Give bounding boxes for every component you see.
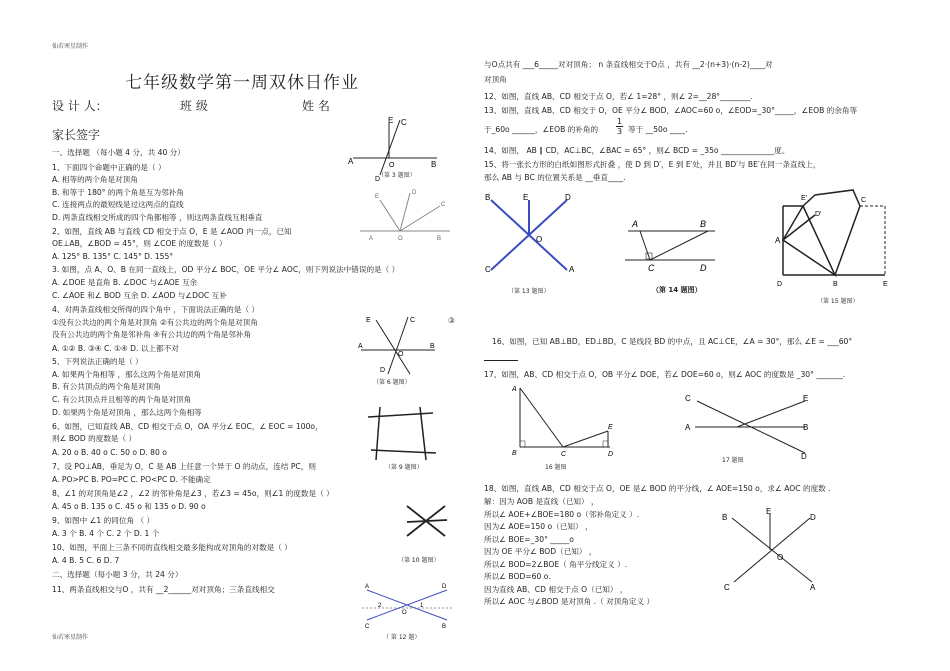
figure-q13	[485, 192, 577, 280]
svg-text:B: B	[722, 513, 728, 522]
q2-text: 2、如图，直线 AB 与直线 CD 相交于点 O，E 是 ∠AOD 内一点，已知	[52, 227, 292, 236]
class-label: 班 级	[180, 99, 208, 113]
svg-text:E: E	[766, 507, 772, 516]
figure-q18	[722, 507, 822, 595]
svg-text:A: A	[632, 219, 639, 229]
figure-q16	[508, 383, 618, 458]
q5-text: 5、下列说法正确的是（ ）	[52, 357, 143, 366]
svg-text:B: B	[485, 193, 491, 202]
svg-text:E: E	[375, 194, 380, 200]
q18-step-3: 因为∠ AOE=150 o（已知） ，	[484, 522, 593, 531]
svg-text:C: C	[648, 263, 655, 273]
svg-text:A: A	[365, 584, 370, 590]
fig6-caption: （第 6 题图）	[373, 379, 411, 386]
fig9-caption: （第 9 题图）	[385, 464, 423, 471]
q1-option-d: D. 两条直线相交所成的四个角都相等 ，则这两条直线互相垂直	[52, 213, 263, 222]
q3-text: 3. 如图，点 A、O、B 在同一直线上，OD 平分∠ BOC，OE 平分∠ AOC，则下列说法中错误的是（ ）	[52, 265, 400, 274]
svg-text:O: O	[536, 235, 543, 244]
svg-text:2: 2	[378, 603, 382, 609]
fig16-caption: 16 题图	[545, 464, 567, 471]
svg-text:D: D	[608, 451, 614, 458]
q2-options: A. 125° B. 135° C. 145° D. 155°	[52, 252, 174, 261]
fig17-caption: 17 题图	[722, 457, 744, 464]
fraction-numerator: 1	[617, 117, 623, 126]
q5-option-a: A. 如果两个角相等 ，那么这两个角是对顶角	[52, 370, 201, 379]
svg-text:A: A	[369, 236, 374, 242]
figure-q12	[362, 582, 452, 630]
svg-text:C: C	[685, 394, 691, 403]
svg-text:B: B	[437, 236, 442, 242]
figure-q10	[405, 498, 450, 543]
figure-q14	[620, 215, 720, 275]
section-2-heading: 二、选择题（每小题 3 分，共 24 分）	[52, 570, 183, 579]
svg-text:D′: D′	[815, 211, 822, 218]
fraction-denominator: 3	[617, 127, 623, 136]
svg-text:B: B	[833, 281, 838, 288]
q18-step-4: 所以∠ BOE=_30° _____o	[484, 535, 574, 544]
parent-sign-label: 家长签字	[52, 128, 101, 142]
svg-text:A: A	[358, 343, 363, 350]
svg-text:A: A	[810, 583, 816, 592]
q11-cont: 与O点共有 ___6_____对对顶角； n 条直线相交于O点 ，共有 __2·(n+3)·(n-2)____对	[484, 60, 773, 69]
svg-text:C: C	[861, 197, 867, 204]
q4-options: A. ①② B. ③④ C. ①④ D. 以上都不对	[52, 344, 179, 353]
svg-text:A: A	[348, 157, 354, 166]
q18-step-2: 所以∠ AOE+∠BOE=180 o（邻补角定义 ）.	[484, 510, 640, 519]
svg-text:A: A	[685, 423, 691, 432]
svg-text:1: 1	[420, 603, 424, 609]
svg-text:E: E	[608, 424, 613, 431]
svg-text:C: C	[441, 202, 446, 208]
q18-step-5: 因为 OE 平分∠ BOD（已知） ，	[484, 547, 597, 556]
q3-options-cd: C. ∠AOE 和∠ BOD 互余 D. ∠AOD 与∠DOC 互补	[52, 291, 227, 300]
fig15-caption: （第 15 题图）	[817, 298, 859, 305]
svg-text:E′: E′	[801, 195, 807, 202]
watermark-bottom: 仙若寒星制作	[52, 634, 89, 641]
svg-text:O: O	[402, 610, 407, 616]
svg-text:B: B	[700, 219, 707, 229]
q6-options: A. 20 o B. 40 o C. 50 o D. 80 o	[52, 448, 167, 457]
svg-text:C: C	[365, 624, 370, 630]
figure-q3	[355, 188, 455, 243]
svg-text:D: D	[412, 190, 417, 196]
svg-text:C: C	[724, 583, 730, 592]
q8-options: A. 45 o B. 135 o C. 45 o 和 135 o D. 90 o	[52, 502, 206, 511]
svg-text:D: D	[700, 263, 707, 273]
svg-text:D: D	[801, 452, 807, 461]
q8-text: 8、∠1 的对顶角是∠2 ，∠2 的邻补角是∠3 ，若∠3 = 45o，则∠1 的度数是（ ）	[52, 489, 334, 498]
fig3-caption: （第 3 题图）	[378, 172, 416, 179]
q15-text-2: 那么 AB 与 BC 的位置关系是 __垂直____.	[484, 173, 626, 182]
svg-text:D: D	[810, 513, 816, 522]
svg-text:E: E	[883, 281, 888, 288]
q18-step-6: 所以∠ BOD=2∠BOE（ 角平分线定义 ）.	[484, 560, 628, 569]
fig10-caption: （第 10 题图）	[398, 557, 440, 564]
q1-text: 1、下面四个命题中正确的是（ ）	[52, 163, 166, 172]
q4-text: 4、对两条直线相交所得的四个角中 ，下面说法正确的是（ ）	[52, 305, 260, 314]
svg-text:B: B	[803, 423, 809, 432]
q4-item-3-marker: ③	[448, 316, 455, 325]
svg-text:C: C	[401, 118, 407, 127]
q11-cont-2: 对顶角	[484, 75, 507, 84]
svg-text:O: O	[398, 351, 404, 358]
q18-step-7: 所以∠ BOD=60 o.	[484, 572, 551, 581]
q9-text: 9、如图中 ∠1 的同位角 （ ）	[52, 516, 155, 525]
fig13-caption: （第 13 题图）	[508, 288, 550, 295]
q9-options: A. 3 个 B. 4 个 C. 2 个 D. 1 个	[52, 529, 160, 538]
q10-text: 10、如图，平面上三条不同的直线相交最多能构成对顶角的对数是（ ）	[52, 543, 292, 552]
figure-q17	[685, 393, 815, 461]
section-1-heading: 一、选择题 （每小题 4 分，共 40 分）	[52, 148, 185, 157]
q1-option-b: B. 和等于 180° 的两个角是互为邻补角	[52, 188, 184, 197]
svg-text:B: B	[512, 450, 517, 457]
q1-option-a: A. 相等的两个角是对顶角	[52, 175, 138, 184]
q10-options: A. 4 B. 5 C. 6 D. 7	[52, 556, 120, 565]
figure-q15	[775, 190, 895, 290]
svg-text:A: A	[512, 386, 517, 393]
q18-step-1: 解：因为 AOB 是直线（已知） ，	[484, 497, 599, 506]
q16-blank-line	[484, 360, 518, 361]
fig12-caption: （ 第 12 题）	[383, 634, 421, 641]
fig14-caption: （第 14 题图）	[652, 286, 702, 294]
q2-text-2: OE⊥AB，∠BOD = 45°，则 ∠COE 的度数是（ ）	[52, 239, 227, 248]
q5-option-b: B. 有公共顶点的两个角是对顶角	[52, 382, 161, 391]
q12-text: 12、如图，直线 AB、CD 相交于点 O，若∠ 1=28° ，则∠ 2=__28°________.	[484, 92, 753, 101]
q17-text: 17、如图，AB、CD 相交于点 O，OB 平分∠ DOE，若∠ DOE=60 o，则∠ AOC 的度数是 _30° _______.	[484, 370, 846, 379]
q6-text-2: 则∠ BOD 的度数是（ ）	[52, 434, 137, 443]
q18-text: 18、如图，直线 AB，CD 相交于点 O，OE 是∠ BOD 的平分线，∠ AOE=150 o，求∠ AOC 的度数 .	[484, 484, 831, 493]
q15-text: 15、将一张长方形的白纸如图形式折叠 ，使 D 到 D′，E 到 E′处，并且 BD′与 BE′在同一条直线上，	[484, 160, 821, 169]
q7-options: A. PO>PC B. PO=PC C. PO<PC D. 不能确定	[52, 475, 211, 484]
q13-text-3: 等于 __50o ____.	[628, 125, 688, 134]
q16-text: 16、如图，已知 AB⊥BD，ED⊥BD，C 是线段 BD 的中点，且 AC⊥CE，∠A = 30°，那么 ∠E = ___60°	[492, 337, 853, 346]
svg-text:E: E	[388, 116, 394, 125]
q14-text: 14、如图， AB ∥ CD，AC⊥BC，∠BAC = 65° ，则∠ BCD = _35o ______________度。	[484, 146, 790, 155]
name-label: 姓 名	[302, 99, 330, 113]
svg-text:D: D	[565, 193, 571, 202]
watermark-top: 仙若寒星制作	[52, 43, 89, 50]
q3-options-ab: A. ∠DOE 是直角 B. ∠DOC 与∠AOE 互余	[52, 278, 198, 287]
svg-text:B: B	[430, 343, 435, 350]
svg-text:D: D	[380, 367, 386, 374]
svg-text:E: E	[523, 193, 529, 202]
q13-text: 13、如图，直线 AB、CD 相交于 O，OE 平分∠ BOD，∠AOC=60 o，∠EOD=_30°_____，∠EOB 的余角等	[484, 106, 858, 115]
svg-text:B: B	[442, 624, 447, 630]
svg-text:O: O	[389, 162, 395, 169]
q1-option-c: C. 连接两点的最短线是过这两点的直线	[52, 200, 184, 209]
q18-step-8: 因为直线 AB、CD 相交于点 O（已知） ，	[484, 585, 628, 594]
designer-label: 设 计 人：	[52, 99, 108, 113]
svg-text:C: C	[485, 265, 491, 274]
page-title: 七年级数学第一周双休日作业	[125, 73, 359, 93]
svg-text:A: A	[775, 236, 781, 245]
svg-text:D: D	[375, 176, 381, 183]
figure-q9	[368, 405, 438, 460]
svg-text:A: A	[569, 265, 575, 274]
svg-text:C: C	[561, 451, 567, 458]
svg-text:E: E	[366, 317, 371, 324]
q18-step-9: 所以∠ AOC 与∠BOD 是对顶角 .（ 对顶角定义 ）	[484, 597, 655, 606]
svg-text:E: E	[803, 394, 809, 403]
q6-text: 6、如图，已知直线 AB、CD 相交于点 O，OA 平分∠ EOC，∠ EOC = 100o，	[52, 422, 323, 431]
q4-items-1: ①没有公共边的两个角是对顶角 ②有公共边的两个角是对顶角	[52, 318, 258, 327]
q5-option-c: C. 有公共顶点并且相等的两个角是对顶角	[52, 395, 192, 404]
svg-text:O: O	[777, 553, 784, 562]
q5-option-d: D. 如果两个角是对顶角 ，那么这两个角相等	[52, 408, 202, 417]
svg-text:B: B	[431, 160, 437, 169]
q11-text: 11、两条直线相交与O ，共有 __2______对对顶角；三条直线相交	[52, 585, 275, 594]
q13-text-2: 于_60o ______，∠EOB 的补角的	[484, 125, 599, 134]
svg-text:D: D	[442, 584, 447, 590]
q4-items-2: 没有公共边的两个角是邻补角 ④有公共边的两个角是邻补角	[52, 330, 252, 339]
fraction-one-third	[616, 117, 623, 136]
figure-q6	[358, 312, 438, 377]
svg-text:O: O	[398, 236, 403, 242]
svg-text:C: C	[410, 317, 416, 324]
q7-text: 7、设 PO⊥AB，垂足为 O，C 是 AB 上任意一个异于 O 的动点，连结 PC，则	[52, 462, 316, 471]
svg-text:D: D	[777, 281, 783, 288]
